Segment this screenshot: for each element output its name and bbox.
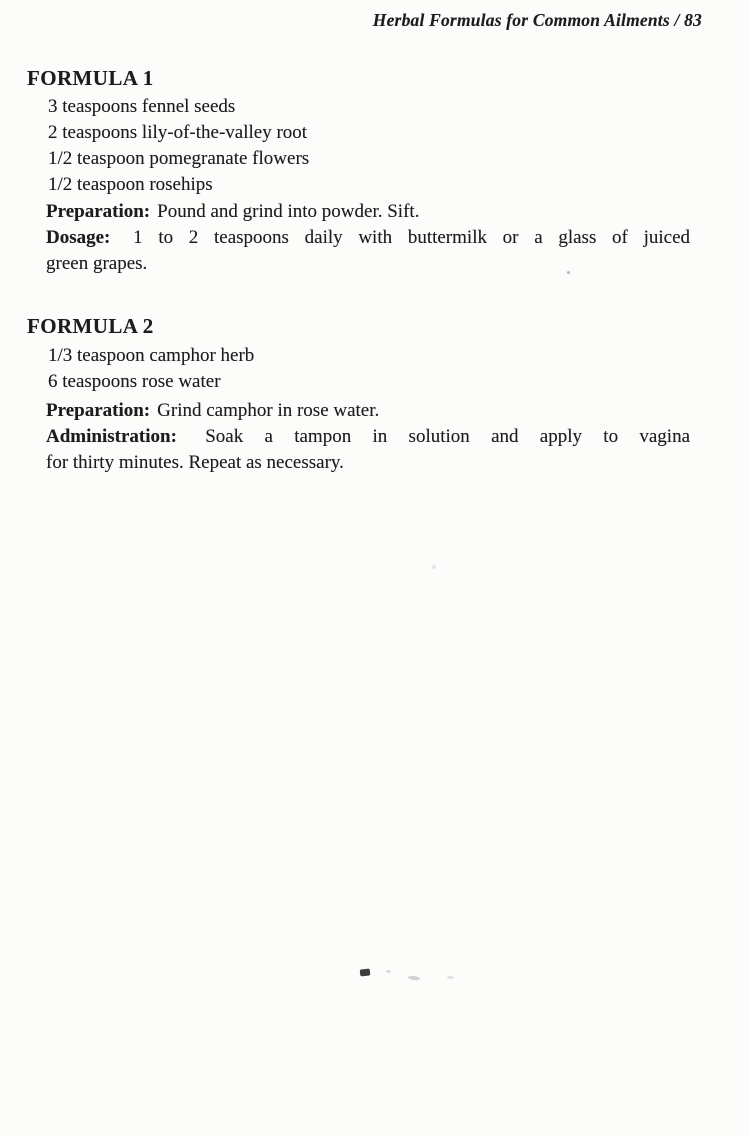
scan-speck (447, 976, 454, 979)
scan-speck (567, 271, 570, 274)
ingredient-line: 3 teaspoons fennel seeds (48, 96, 236, 117)
running-header: Herbal Formulas for Common Ailments / 83 (372, 10, 702, 30)
preparation-label: Preparation: (46, 400, 151, 421)
ingredient-line: 1/2 teaspoon pomegranate flowers (48, 148, 310, 169)
formula-2-administration (46, 424, 690, 476)
preparation-text: Grind camphor in rose water. (157, 400, 380, 421)
formula-1-preparation (46, 199, 690, 225)
formula-2-ingredients (48, 343, 254, 395)
dosage-label: Dosage: (46, 227, 111, 248)
scan-speck (408, 975, 420, 981)
formula-1-title: FORMULA 1 (27, 66, 154, 90)
formula-2-preparation (46, 398, 690, 424)
ingredient-line: 1/3 teaspoon camphor herb (48, 345, 255, 366)
administration-label: Administration: (46, 426, 177, 447)
formula-1-ingredients (48, 94, 309, 198)
preparation-text: Pound and grind into powder. Sift. (157, 201, 420, 222)
scan-smudge (360, 968, 371, 976)
ingredient-line: 2 teaspoons lily-of-the-valley root (48, 122, 308, 143)
dosage-text-line2: green grapes. (46, 253, 148, 274)
formula-2-title: FORMULA 2 (27, 314, 154, 338)
administration-text-line2: for thirty minutes. Repeat as necessary. (46, 452, 344, 473)
scan-speck (432, 565, 436, 569)
ingredient-line: 1/2 teaspoon rosehips (48, 174, 213, 195)
scan-speck (386, 970, 391, 973)
ingredient-line: 6 teaspoons rose water (48, 371, 221, 392)
formula-1-dosage (46, 225, 690, 277)
dosage-text-line1: 1 to 2 teaspoons daily with buttermilk or a glass of juiced (133, 227, 691, 248)
administration-text-line1: Soak a tampon in solution and apply to vagina (205, 426, 690, 447)
preparation-label: Preparation: (46, 201, 151, 222)
